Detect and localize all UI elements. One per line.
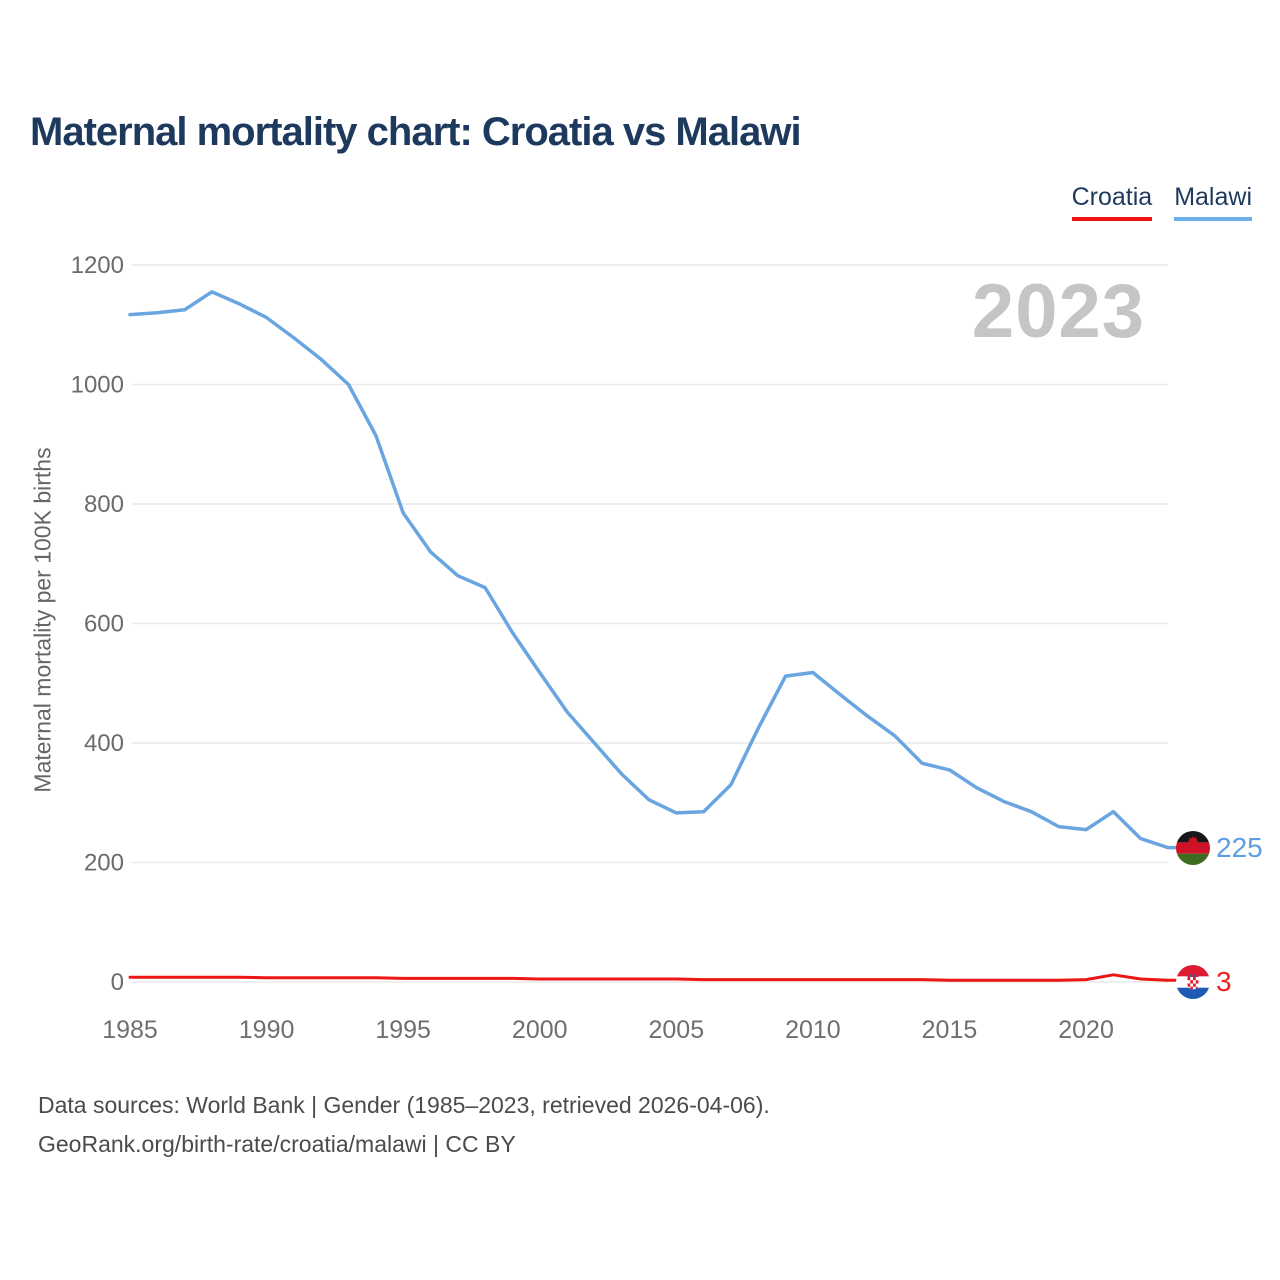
footer-attribution: GeoRank.org/birth-rate/croatia/malawi | CC BY xyxy=(38,1131,516,1157)
x-tick-label: 2000 xyxy=(511,1016,568,1044)
series-line-croatia xyxy=(130,975,1177,980)
x-tick-label: 1990 xyxy=(238,1016,295,1044)
y-axis-title: Maternal mortality per 100K births xyxy=(29,447,56,793)
page-title: Maternal mortality chart: Croatia vs Malawi xyxy=(30,110,801,154)
y-tick-label: 1000 xyxy=(70,371,124,399)
y-tick-label: 600 xyxy=(83,610,124,638)
x-tick-label: 1985 xyxy=(102,1016,158,1044)
y-tick-label: 400 xyxy=(83,730,124,757)
malawi-flag-icon xyxy=(1176,831,1210,865)
footer-sources: Data sources: World Bank | Gender (1985–2023, retrieved 2026-04-06). xyxy=(38,1092,770,1118)
x-tick-label: 2015 xyxy=(921,1016,978,1044)
end-value-croatia: 3 xyxy=(1216,966,1232,997)
x-tick-label: 1995 xyxy=(375,1016,431,1044)
x-tick-label: 2010 xyxy=(785,1016,841,1044)
y-tick-label: 800 xyxy=(83,491,124,518)
end-label-malawi xyxy=(1176,831,1263,865)
x-tick-label: 2005 xyxy=(648,1016,705,1044)
footer xyxy=(38,1086,770,1164)
end-label-croatia xyxy=(1176,965,1232,999)
end-value-malawi: 225 xyxy=(1216,832,1263,863)
year-watermark: 2023 xyxy=(971,269,1145,354)
legend-label-croatia: Croatia xyxy=(1071,183,1153,211)
y-tick-label: 1200 xyxy=(70,252,124,279)
croatia-flag-icon xyxy=(1176,965,1210,999)
y-tick-label: 0 xyxy=(110,969,124,996)
x-tick-label: 2020 xyxy=(1058,1016,1114,1044)
y-tick-label: 200 xyxy=(83,849,124,877)
series-line-malawi xyxy=(130,292,1177,848)
legend-label-malawi: Malawi xyxy=(1174,183,1252,211)
